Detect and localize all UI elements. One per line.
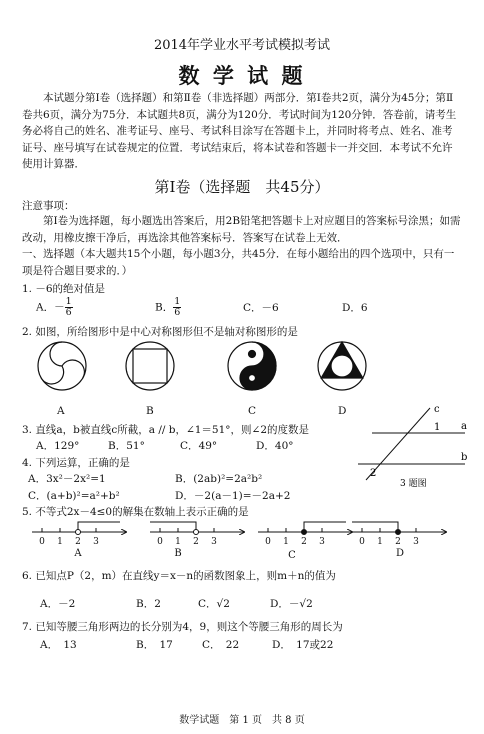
q5-label-b: B (174, 548, 182, 559)
q2-label-c: C (248, 405, 257, 417)
q2-figure-a (38, 342, 86, 390)
part1-title: 第Ⅰ卷（选择题 共45分） (154, 178, 330, 196)
q5-d-tick-0: 0 (359, 537, 365, 547)
q6-option-a: A．－2 (40, 598, 76, 610)
q2-figure-d (318, 342, 366, 390)
q5-a-tick-3: 3 (93, 537, 99, 547)
q5-c-tick-0: 0 (265, 537, 271, 547)
q2-label-d: D (338, 405, 347, 417)
q1-option-a: A．－ $\frac{1}{6}$ (36, 296, 72, 318)
q2-stem: 2. 如图，所给图形中是中心对称图形但不是轴对称图形的是 (22, 326, 298, 338)
exam-title: 2014年学业水平考试模拟考试 (153, 38, 331, 53)
q3-option-b: B．51° (108, 440, 145, 452)
q1-option-d: D．6 (342, 302, 368, 314)
q4-stem: 4. 下列运算，正确的是 (22, 457, 130, 469)
q5-axis-d (352, 522, 446, 535)
notes-text: 第Ⅰ卷为选择题，每小题选出答案后，用2B铅笔把答题卡上对应题目的答案标号涂黑；如需改动，用橡皮擦干净后，再选涂其他答案标号．答案写在试卷上无效． (22, 215, 461, 244)
q5-stem: 5. 不等式2x－4≤0的解集在数轴上表示正确的是 (22, 506, 249, 518)
q6-stem: 6. 已知点P（2，m）在直线y＝x－n的函数图象上，则m＋n的值为 (22, 570, 336, 582)
q1-option-b: B． $\frac{1}{6}$ (155, 296, 181, 318)
q3-option-c: C．49° (180, 440, 218, 452)
q3-caption: 3 题图 (400, 479, 427, 489)
q7-option-b: B． 17 (136, 639, 173, 651)
q5-a-tick-2: 2 (75, 537, 81, 547)
q5-d-tick-2: 2 (395, 537, 401, 547)
q3-label-a: a (461, 421, 467, 432)
q1-option-c: C．－6 (243, 302, 279, 314)
q1-stem: 1. －6的绝对值是 (22, 283, 106, 295)
q5-b-tick-0: 0 (157, 537, 163, 547)
q5-label-c: C (288, 550, 296, 560)
intro-paragraph: 本试题分第Ⅰ卷（选择题）和第Ⅱ卷（非选择题）两部分．第Ⅰ卷共2页，满分为45分；第Ⅱ卷共6页，满分为75分．本试题共8页，满分为120分．考试时间为120分钟．答卷前，请考生务必将自己的姓名、准考证号、座号、考试科目涂写在答题卡上，并同时将考点、姓名、准考证号、座号填写在试卷规定的位置．考试结束后，将本试卷和答题卡一并交回．本考试不允许使用计算器． (22, 92, 457, 170)
q7-option-a: A． 13 (40, 639, 77, 651)
q4-option-d: D．－2(a－1)=－2a+2 (175, 490, 291, 502)
q6-option-c: C．√2 (198, 598, 230, 610)
q5-d-tick-1: 1 (377, 537, 383, 547)
q3-label-angle2: 2 (370, 468, 377, 479)
page-footer: 数学试题 第 1 页 共 8 页 (179, 715, 305, 726)
q4-option-b: B．(2ab)²=2a²b² (175, 473, 263, 485)
q5-d-tick-3: 3 (413, 537, 419, 547)
q2-figures (30, 338, 370, 404)
q3-label-c: c (434, 404, 440, 415)
q5-c-tick-2: 2 (301, 537, 307, 547)
q4-option-a: A．3x²－2x²=1 (28, 473, 106, 485)
q5-b-tick-1: 1 (175, 537, 181, 547)
q5-axis-c (258, 522, 352, 535)
q5-axis-b (150, 522, 244, 535)
q3-stem: 3. 直线a，b被直线c所截，a // b，∠1＝51°，则∠2的度数是 (22, 424, 310, 436)
q5-b-tick-2: 2 (193, 537, 199, 547)
q7-option-c: C． 22 (202, 639, 240, 651)
q3-option-a: A．129° (36, 440, 80, 452)
q2-figure-b (126, 342, 174, 390)
q2-label-b: B (146, 405, 154, 417)
q7-option-d: D． 17或22 (272, 639, 334, 651)
notes-label: 注意事项： (22, 200, 75, 212)
q3-label-b: b (461, 452, 468, 463)
q5-axis-a (32, 522, 126, 535)
q5-number-lines (30, 514, 470, 560)
q7-stem: 7. 已知等腰三角形两边的长分别为4，9，则这个等腰三角形的周长为 (22, 621, 343, 633)
q5-b-tick-3: 3 (211, 537, 217, 547)
q3-option-d: D．40° (256, 440, 294, 452)
q5-a-tick-0: 0 (39, 537, 45, 547)
q2-label-a: A (57, 405, 65, 417)
q6-option-b: B．2 (136, 598, 161, 610)
q5-a-tick-1: 1 (57, 537, 63, 547)
q5-label-a: A (74, 548, 82, 559)
subject-title: 数 学 试 题 (178, 63, 306, 88)
q5-c-tick-1: 1 (283, 537, 289, 547)
q5-c-tick-3: 3 (319, 537, 325, 547)
q5-label-d: D (395, 548, 405, 559)
section-heading: 一、选择题（本大题共15个小题，每小题3分，共45分．在每小题给出的四个选项中，只有一项是符合题目要求的．） (22, 248, 455, 277)
q3-label-angle1: 1 (434, 422, 441, 433)
q6-option-d: D．－√2 (270, 598, 313, 610)
q4-option-c: C．(a+b)²=a²+b² (28, 490, 120, 502)
q3-figure (350, 400, 475, 492)
q2-figure-c (228, 342, 276, 390)
